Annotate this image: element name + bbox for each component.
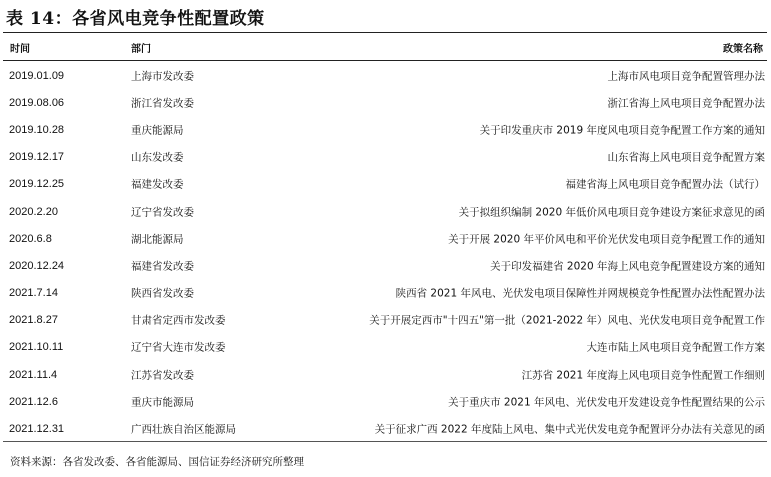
row-department: 广西壮族自治区能源局 — [131, 423, 236, 436]
row-date: 2020.2.20 — [9, 205, 58, 218]
table-title: 表 14：各省风电竞争性配置政策 — [6, 9, 265, 29]
row-policy: 大连市陆上风电项目竞争配置工作方案 — [586, 341, 765, 354]
table-row — [0, 252, 771, 279]
row-policy: 上海市风电项目竞争配置管理办法 — [607, 70, 765, 83]
row-policy: 关于重庆市 2021 年风电、光伏发电开发建设竞争性配置结果的公示 — [448, 396, 765, 409]
row-policy: 关于印发重庆市 2019 年度风电项目竞争配置工作方案的通知 — [479, 124, 765, 137]
row-department: 山东发改委 — [131, 151, 184, 164]
table-row — [0, 334, 771, 361]
table-row — [0, 280, 771, 307]
header-policy: 政策名称 — [723, 44, 763, 55]
table-row — [0, 62, 771, 89]
row-date: 2021.11.4 — [9, 368, 58, 381]
row-department: 江苏省发改委 — [131, 369, 194, 382]
row-date: 2021.8.27 — [9, 314, 58, 327]
table-row — [0, 225, 771, 252]
header-rule — [3, 60, 767, 61]
row-policy: 关于开展定西市"十四五"第一批（2021-2022 年）风电、光伏发电项目竞争配置工作 — [369, 314, 765, 327]
row-date: 2021.7.14 — [9, 287, 58, 300]
table-row — [0, 198, 771, 225]
row-department: 重庆市能源局 — [131, 396, 194, 409]
table-row — [0, 89, 771, 116]
row-policy: 关于开展 2020 年平价风电和平价光伏发电项目竞争配置工作的通知 — [448, 233, 765, 246]
row-policy: 浙江省海上风电项目竞争配置办法 — [607, 97, 765, 110]
table-row — [0, 361, 771, 388]
row-date: 2021.10.11 — [9, 341, 64, 354]
table-row — [0, 144, 771, 171]
row-department: 上海市发改委 — [131, 70, 194, 83]
row-policy: 江苏省 2021 年度海上风电项目竞争性配置工作细则 — [521, 369, 765, 382]
source-note: 资料来源：各省发改委、各省能源局、国信证券经济研究所整理 — [10, 456, 304, 468]
row-policy: 关于拟组织编制 2020 年低价风电项目竞争建设方案征求意见的函 — [458, 206, 765, 219]
top-rule — [3, 32, 767, 33]
row-department: 陕西省发改委 — [131, 287, 194, 300]
row-date: 2021.12.31 — [9, 423, 65, 436]
header-department: 部门 — [131, 44, 151, 55]
table-row — [0, 171, 771, 198]
row-date: 2020.12.24 — [9, 259, 65, 272]
row-department: 福建省发改委 — [131, 260, 194, 273]
row-policy: 福建省海上风电项目竞争配置办法（试行） — [565, 178, 765, 191]
row-date: 2019.08.06 — [9, 96, 65, 109]
row-department: 福建发改委 — [131, 178, 184, 191]
row-date: 2019.12.25 — [9, 178, 65, 191]
row-date: 2019.10.28 — [9, 123, 65, 136]
row-date: 2020.6.8 — [9, 232, 52, 245]
row-department: 湖北能源局 — [131, 233, 184, 246]
row-policy: 关于印发福建省 2020 年海上风电竞争配置建设方案的通知 — [490, 260, 765, 273]
table-row — [0, 388, 771, 415]
row-date: 2019.12.17 — [9, 151, 65, 164]
table-row — [0, 415, 771, 442]
bottom-rule — [3, 441, 767, 442]
row-policy: 陕西省 2021 年风电、光伏发电项目保障性并网规模竞争性配置办法性配置办法 — [395, 287, 765, 300]
row-date: 2021.12.6 — [9, 395, 58, 408]
row-policy: 山东省海上风电项目竞争配置方案 — [607, 151, 765, 164]
table-row — [0, 307, 771, 334]
table-body — [0, 62, 771, 443]
header-time: 时间 — [10, 44, 30, 55]
row-department: 辽宁省大连市发改委 — [131, 341, 226, 354]
table-row — [0, 116, 771, 143]
row-department: 辽宁省发改委 — [131, 206, 194, 219]
row-policy: 关于征求广西 2022 年度陆上风电、集中式光伏发电竞争配置评分办法有关意见的函 — [374, 423, 765, 436]
row-department: 甘肃省定西市发改委 — [131, 314, 226, 327]
row-department: 浙江省发改委 — [131, 97, 194, 110]
row-department: 重庆能源局 — [131, 124, 184, 137]
row-date: 2019.01.09 — [9, 69, 65, 82]
